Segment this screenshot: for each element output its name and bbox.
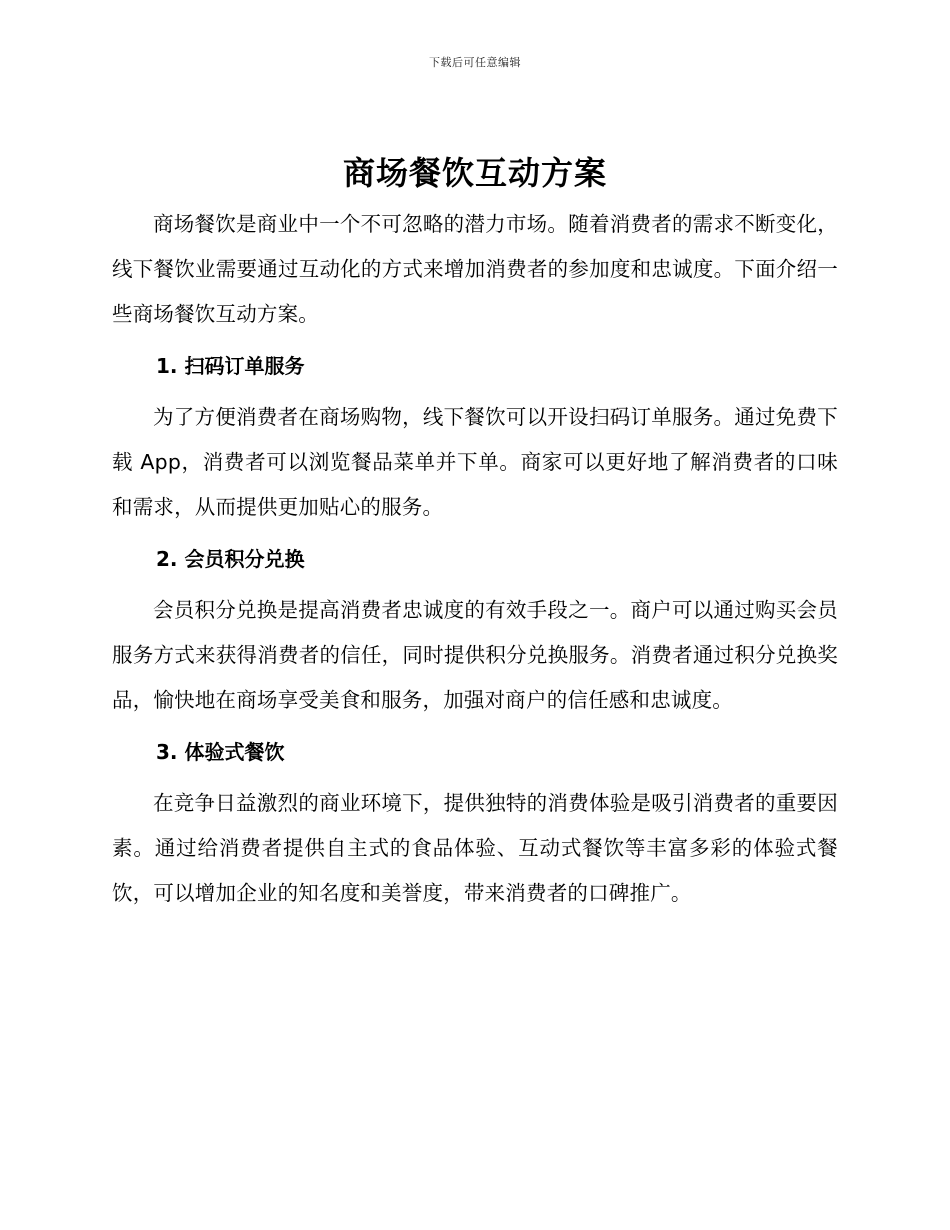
section-body-1: 为了方便消费者在商场购物，线下餐饮可以开设扫码订单服务。通过免费下载 App，消费者可以浏览餐品菜单并下单。商家可以更好地了解消费者的口味和需求，从而提供更加贴心的服务。 — [112, 405, 838, 519]
page-header: 下载后可任意编辑 — [429, 56, 521, 69]
section-heading-2: 2. 会员积分兑换 — [156, 547, 305, 571]
section-body-2: 会员积分兑换是提高消费者忠诚度的有效手段之一。商户可以通过购买会员服务方式来获得消费者的信任，同时提供积分兑换服务。消费者通过积分兑换奖品，愉快地在商场享受美食和服务，加强对商户的信任感和忠诚度。 — [112, 598, 838, 712]
section-heading-3: 3. 体验式餐饮 — [156, 740, 285, 764]
section-heading-1: 1. 扫码订单服务 — [156, 354, 305, 378]
section-body-3: 在竞争日益激烈的商业环境下，提供独特的消费体验是吸引消费者的重要因素。通过给消费者提供自主式的食品体验、互动式餐饮等丰富多彩的体验式餐饮，可以增加企业的知名度和美誉度，带来消费者的口碑推广。 — [112, 791, 838, 905]
document-content — [112, 150, 838, 916]
intro-paragraph: 商场餐饮是商业中一个不可忽略的潜力市场。随着消费者的需求不断变化，线下餐饮业需要通过互动化的方式来增加消费者的参加度和忠诚度。下面介绍一些商场餐饮互动方案。 — [112, 212, 838, 326]
document-title: 商场餐饮互动方案 — [342, 154, 607, 192]
